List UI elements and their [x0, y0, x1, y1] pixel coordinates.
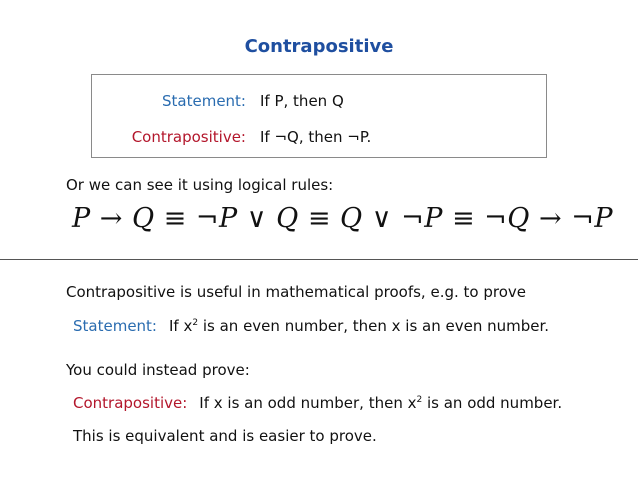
contrapositive-label: Contrapositive:	[131, 128, 246, 146]
logic-formula: P → Q ≡ ¬P ∨ Q ≡ Q ∨ ¬P ≡ ¬Q → ¬P	[72, 203, 613, 234]
instead-text: You could instead prove:	[66, 361, 250, 379]
example-statement-text-after: is an even number, then x is an even number.	[198, 317, 550, 335]
example-statement-exponent: 2	[192, 318, 199, 328]
example-contrapositive-exponent: 2	[416, 395, 423, 405]
example-statement-label: Statement:	[73, 317, 157, 335]
example-contrapositive-text-after: is an odd number.	[422, 394, 563, 412]
useful-text: Contrapositive is useful in mathematical proofs, e.g. to prove	[66, 283, 526, 301]
definition-box	[91, 74, 547, 158]
statement-value: If P, then Q	[260, 92, 344, 110]
statement-label: Statement:	[162, 92, 246, 110]
conclusion-text: This is equivalent and is easier to prove.	[73, 427, 377, 445]
divider	[0, 259, 638, 260]
example-contrapositive-text-before: If x is an odd number, then x	[199, 394, 417, 412]
example-statement	[73, 317, 549, 335]
example-contrapositive-label: Contrapositive:	[73, 394, 188, 412]
example-contrapositive	[73, 394, 562, 412]
contrapositive-value: If ¬Q, then ¬P.	[260, 128, 372, 146]
intro-text: Or we can see it using logical rules:	[66, 176, 334, 194]
example-statement-text-before: If x	[169, 317, 193, 335]
page-title: Contrapositive	[244, 36, 394, 57]
